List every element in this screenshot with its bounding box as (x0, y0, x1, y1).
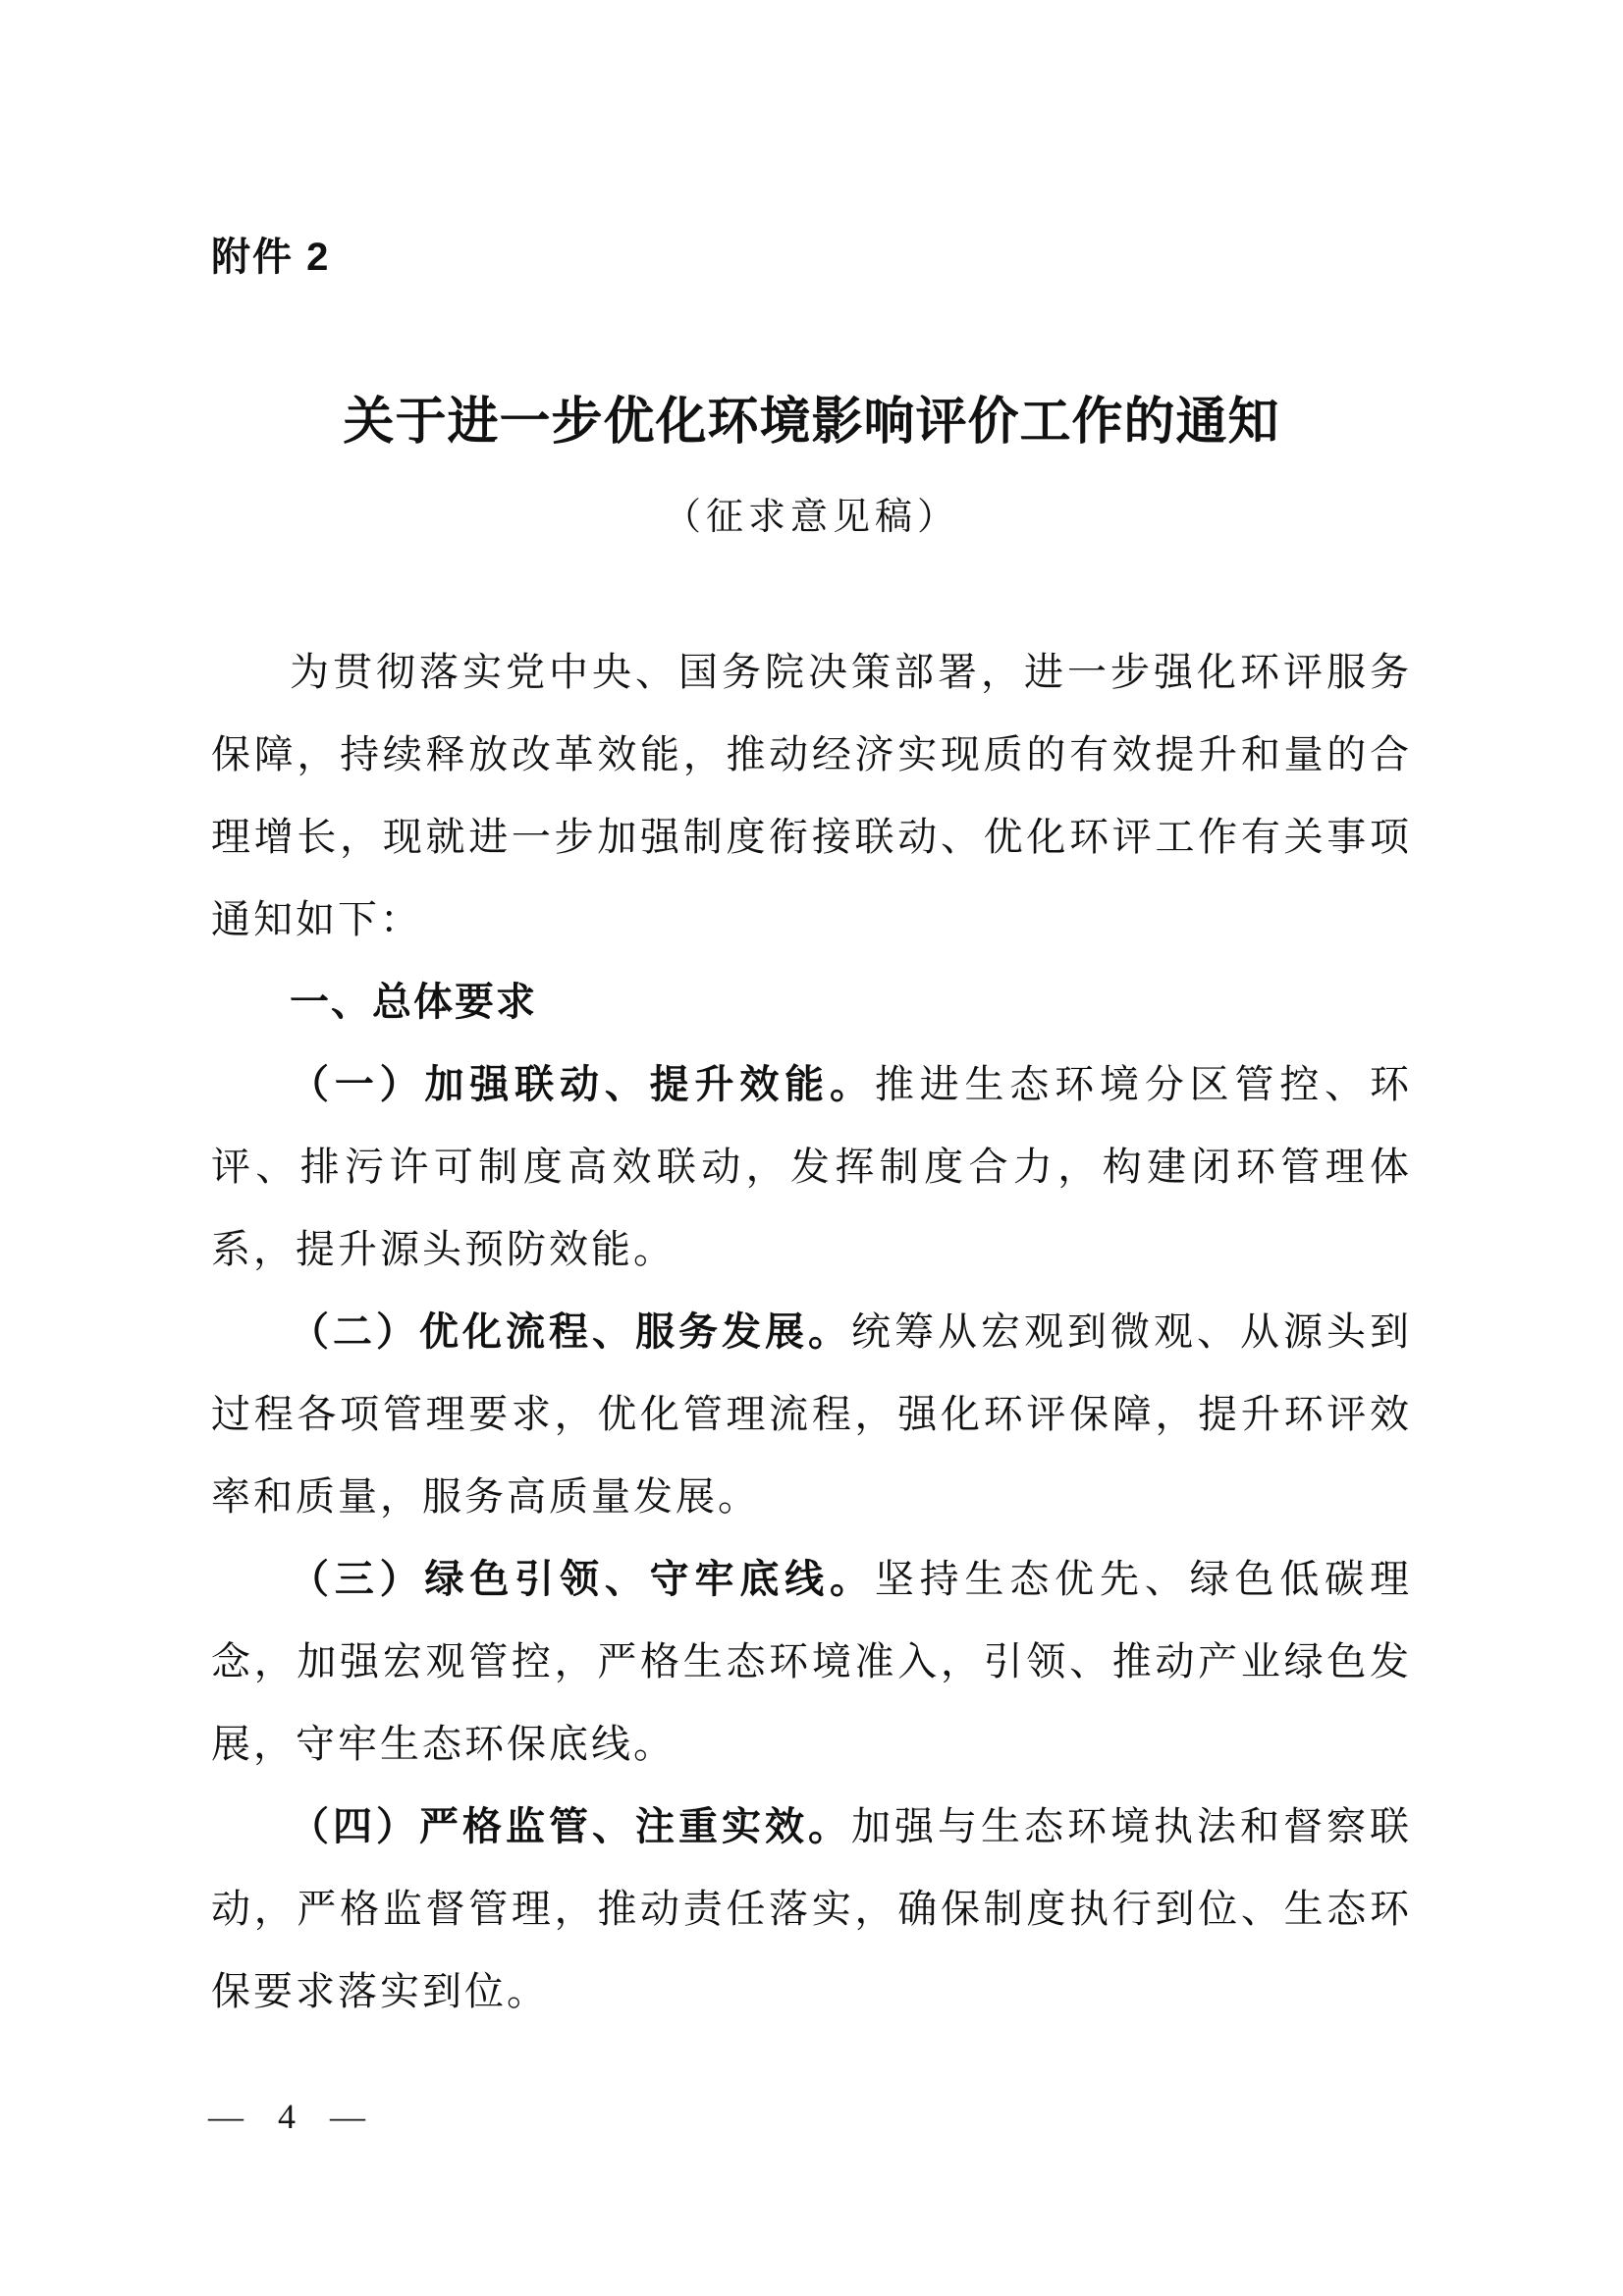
item-3-text: 坚持生态优先、绿色低碳理念，加强宏观管控，严格生态环境准入，引领、推动产业绿色发展，守牢生态环保底线。 (211, 1557, 1413, 1766)
intro-paragraph: 为贯彻落实党中央、国务院决策部署，进一步强化环评服务保障，持续释放改革效能，推动经济实现质的有效提升和量的合理增长，现就进一步加强制度衔接联动、优化环评工作有关事项通知如下： (211, 650, 1412, 941)
document-title: 关于进一步优化环境影响评价工作的通知 (343, 395, 1280, 451)
item-paragraph-3 (211, 1538, 1412, 1786)
item-1-text: 推进生态环境分区管控、环评、排污许可制度高效联动，发挥制度合力，构建闭环管理体系，提升源头预防效能。 (211, 1062, 1413, 1271)
page-number: — 4 — (208, 2097, 371, 2136)
document-subtitle: （征求意见稿） (663, 497, 959, 538)
item-3-lead: （三）绿色引领、守牢底线。 (290, 1557, 875, 1601)
item-paragraph-2 (211, 1291, 1412, 1538)
item-paragraph-1 (211, 1043, 1412, 1291)
item-2-lead: （二）优化流程、服务发展。 (290, 1309, 851, 1354)
document-body (211, 631, 1412, 2033)
item-1-lead: （一）加强联动、提升效能。 (290, 1062, 875, 1106)
item-paragraph-4 (211, 1786, 1412, 2033)
item-4-text: 加强与生态环境执法和督察联动，严格监督管理，推动责任落实，确保制度执行到位、生态环保要求落实到位。 (211, 1804, 1412, 2013)
item-4-lead: （四）严格监管、注重实效。 (290, 1804, 851, 1848)
attachment-label: 附件 2 (211, 236, 331, 279)
item-2-text: 统筹从宏观到微观、从源头到过程各项管理要求，优化管理流程，强化环评保障，提升环评效率和质量，服务高质量发展。 (211, 1309, 1412, 1519)
section-heading: 一、总体要求 (290, 981, 537, 1024)
